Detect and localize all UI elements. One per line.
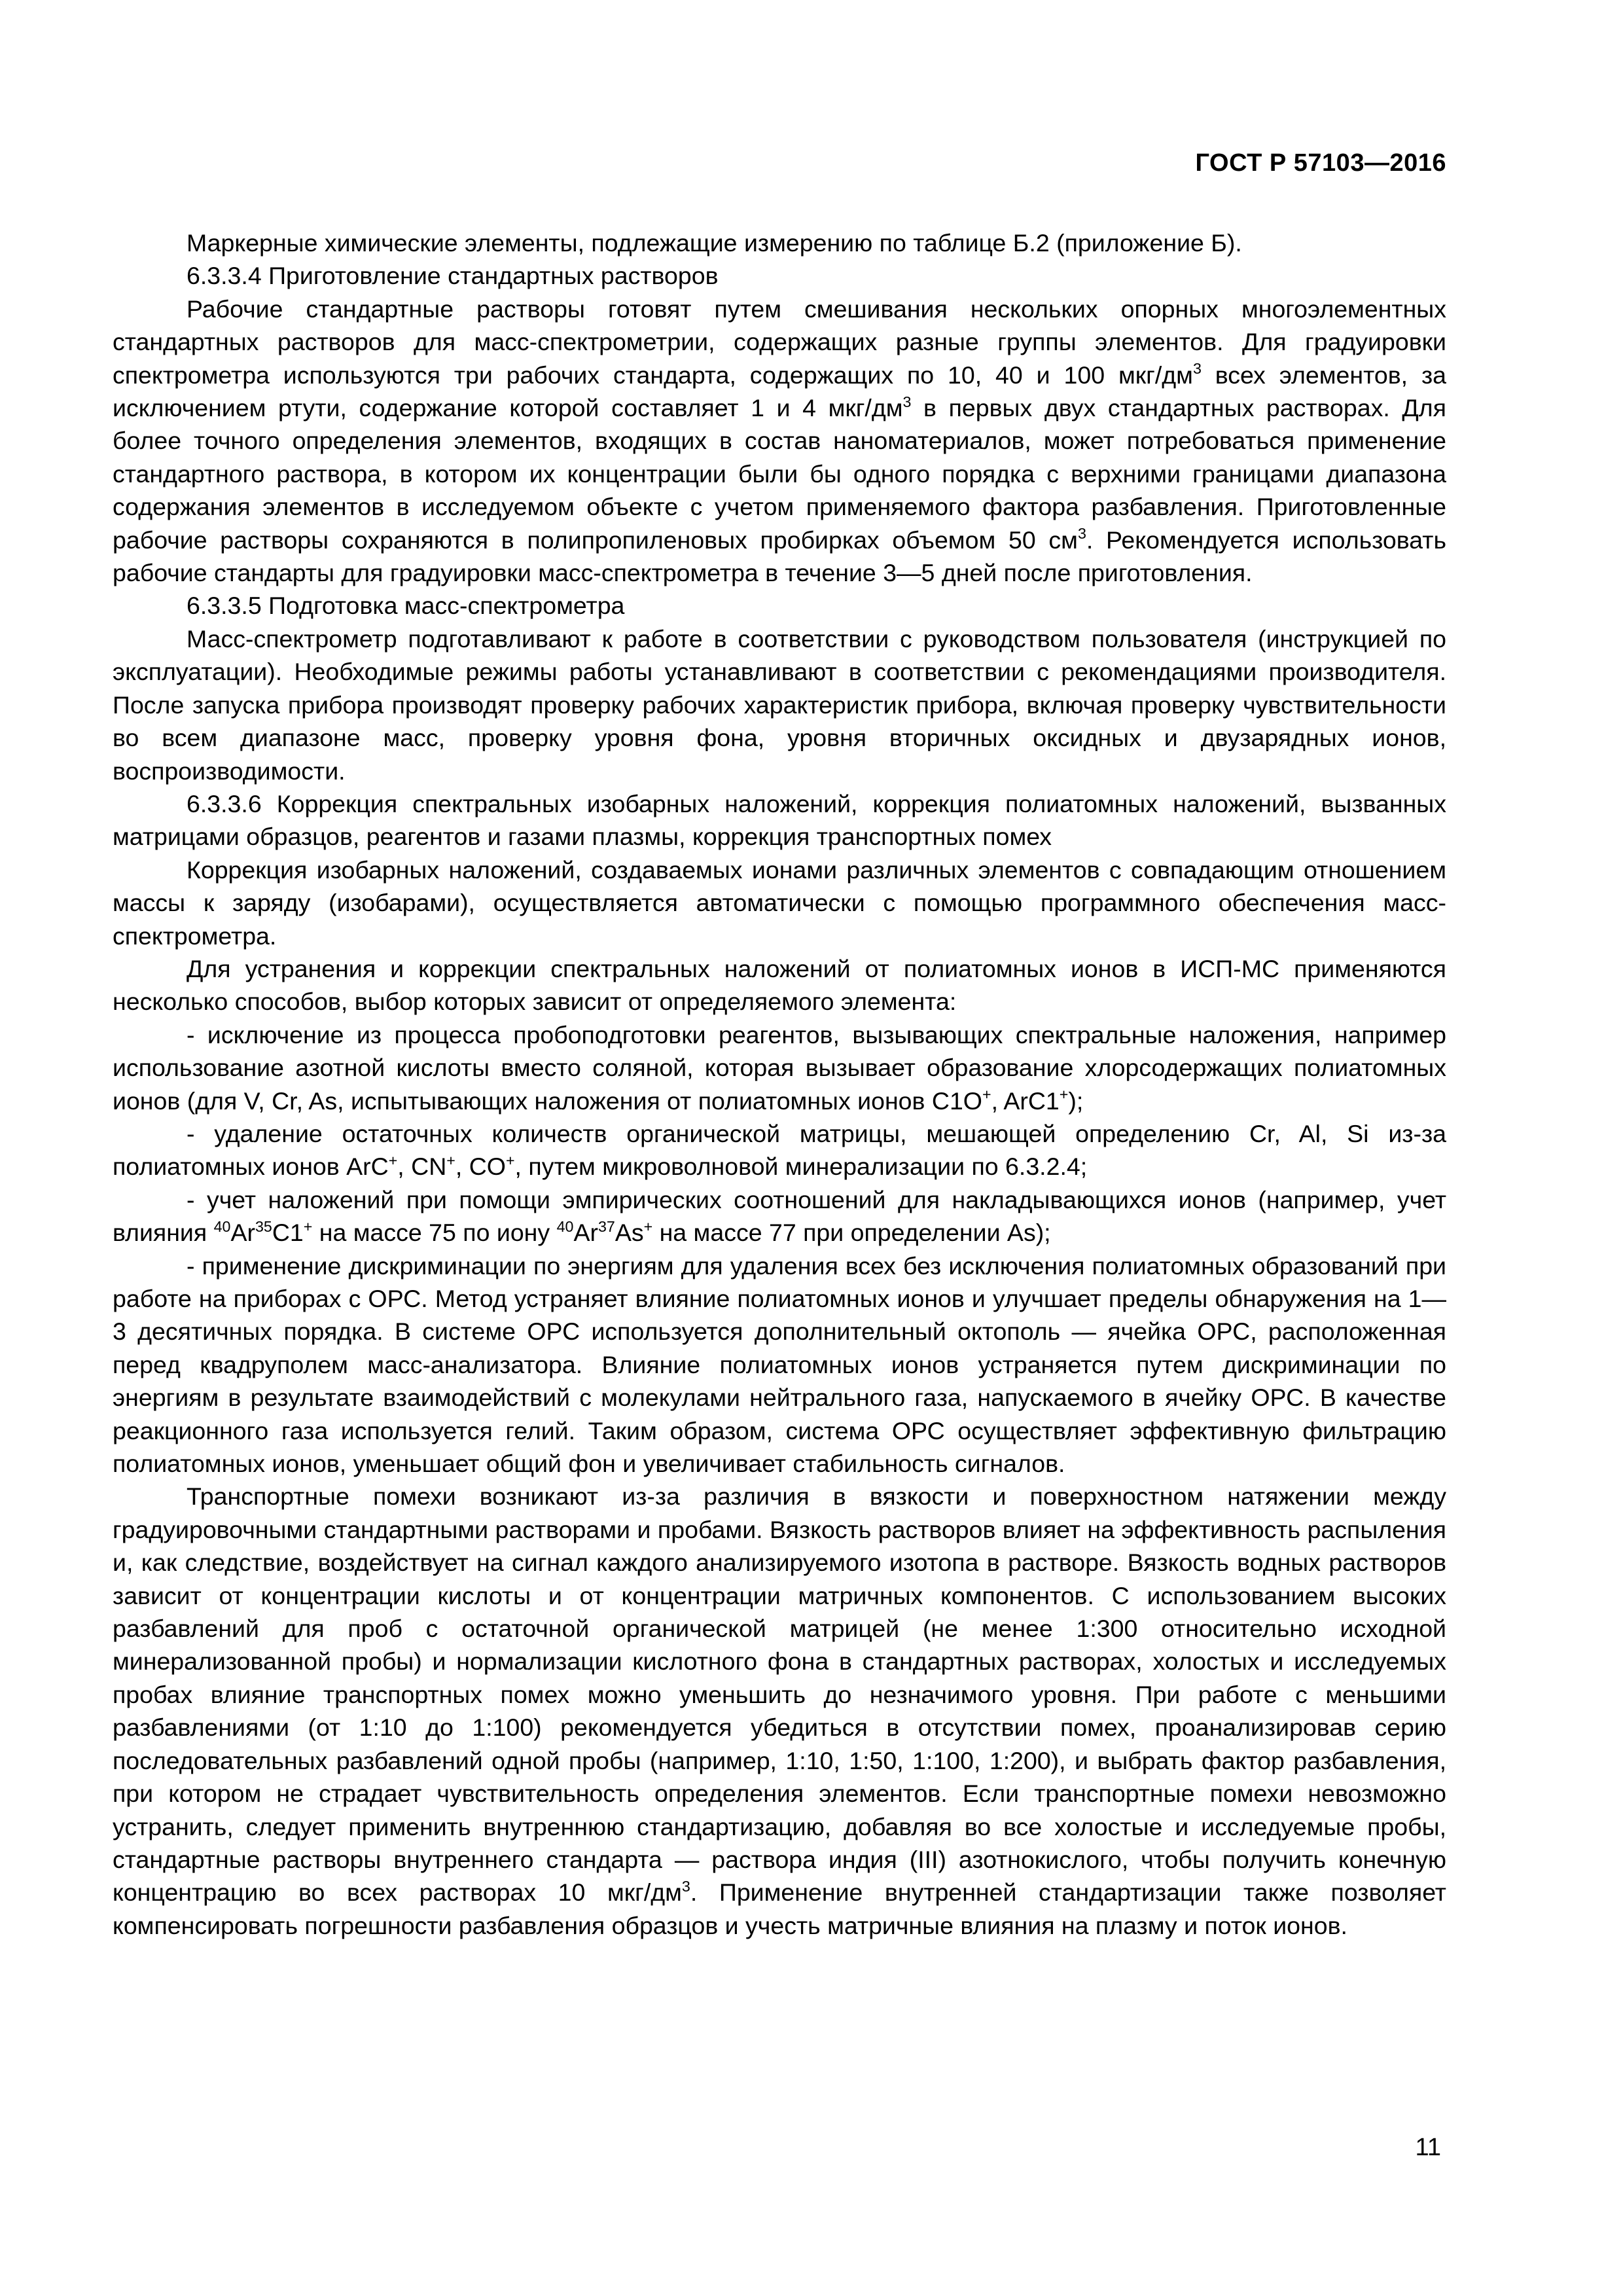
- paragraph-marker-elements: Маркерные химические элементы, подлежащие измерению по таблице Б.2 (приложение Б).: [187, 229, 1242, 257]
- document-header: ГОСТ Р 57103—2016: [1195, 149, 1446, 177]
- list-item-reagent-exclusion: - исключение из процесса пробоподготовки реагентов, вызывающих спектральные наложения, например использование азотной кислоты вместо соляной, которая вызывает образование хлорсодержащих полиатомных ионов (для V, Cr, As, испытывающих наложения от полиатомных ионов C1O+, ArC1+);: [113, 1020, 1446, 1115]
- section-heading-6-3-3-4: 6.3.3.4 Приготовление стандартных растворов: [187, 262, 719, 290]
- section-heading-6-3-3-5: 6.3.3.5 Подготовка масс-спектрометра: [187, 592, 625, 620]
- list-item-matrix-removal: - удаление остаточных количеств органической матрицы, мешающей определению Cr, Al, Si из-за полиатомных ионов ArC+, CN+, CO+, путем микроволновой минерализации по 6.3.2.4;: [113, 1119, 1446, 1181]
- paragraph-working-standards: Рабочие стандартные растворы готовят путем смешивания нескольких опорных многоэлементных стандартных растворов для масс-спектрометрии, содержащих разные группы элементов. Для градуировки спектрометра используются три рабочих стандарта, содержащих по 10, 40 и 100 мкг/$дм^3$ всех элементов, за исключением ртути, содержание которой составляет 1 и 4 мкг/$дм^3$ в первых двух стандартных растворах. Для более точного определения элементов, входящих в состав наноматериалов, может потребоваться применение стандартного раствора, в котором их концентрации были бы одного порядка с верхними границами диапазона содержания элементов в исследуемом объекте с учетом применяемого фактора разбавления. Приготовленные рабочие растворы сохраняются в полипропиленовых пробирках объемом 50 $см^3$. Рекомендуется использовать рабочие стандарты для градуировки масс-спектрометра в течение 3—5 дней после приготовления.: [113, 295, 1446, 587]
- list-item-energy-discrimination: - применение дискриминации по энергиям для удаления всех без исключения полиатомных образований при работе на приборах с ОРС. Метод устраняет влияние полиатомных ионов и улучшает пределы обнаружения на 1—3 десятичных порядка. В системе ОРС используется дополнительный октополь — ячейка ОРС, расположенная перед квадруполем масс-анализатора. Влияние полиатомных ионов устраняется путем дискриминации по энергиям в результате взаимодействий с молекулами нейтрального газа, напускаемого в ячейку ОРС. В качестве реакционного газа используется гелий. Таким образом, система ОРС осуществляет эффективную фильтрацию полиатомных ионов, уменьшает общий фон и увеличивает стабильность сигналов.: [113, 1251, 1446, 1478]
- page-number: 11: [1415, 2134, 1441, 2161]
- paragraph-spectrometer-setup: Масс-спектрометр подготавливают к работе в соответствии с руководством пользователя (инструкцией по эксплуатации). Необходимые режимы работы устанавливают в соответствии с рекомендациями производителя. После запуска прибора производят проверку рабочих характеристик прибора, включая проверку чувствительности во всем диапазоне масс, проверку уровня фона, уровня вторичных оксидных и двузарядных ионов, воспроизводимости.: [113, 624, 1446, 785]
- paragraph-isobaric-correction: Коррекция изобарных наложений, создаваемых ионами различных элементов с совпадающим отношением массы к заряду (изобарами), осуществляется автоматически с помощью программного обеспечения масс-спектрометра.: [113, 855, 1446, 950]
- section-heading-6-3-3-6: 6.3.3.6 Коррекция спектральных изобарных наложений, коррекция полиатомных наложений, вызванных матрицами образцов, реагентов и газами плазмы, коррекция транспортных помех: [113, 789, 1446, 851]
- paragraph-transport-interference: Транспортные помехи возникают из-за различия в вязкости и поверхностном натяжении между градуировочными стандартными растворами и пробами. Вязкость растворов влияет на эффективность распыления и, как следствие, воздействует на сигнал каждого анализируемого изотопа в растворе. Вязкость водных растворов зависит от концентрации кислоты и от концентрации матричных компонентов. С использованием высоких разбавлений для проб с остаточной органической матрицей (не менее 1:300 относительно исходной минерализованной пробы) и нормализации кислотного фона в стандартных растворах, холостых и исследуемых пробах влияние транспортных помех можно уменьшить до незначимого уровня. При работе с меньшими разбавлениями (от 1:10 до 1:100) рекомендуется убедиться в отсутствии помех, проанализировав серию последовательных разбавлений одной пробы (например, 1:10, 1:50, 1:100, 1:200), и выбрать фактор разбавления, при котором не страдает чувствительность определения элементов. Если транспортные помехи невозможно устранить, следует применить внутреннюю стандартизацию, добавляя во все холостые и исследуемые пробы, стандартные растворы внутреннего стандарта — раствора индия (III) азотнокислого, чтобы получить конечную концентрацию во всех растворах 10 мкг/$дм^3$. Применение внутренней стандартизации также позволяет компенсировать погрешности разбавления образцов и учесть матричные влияния на плазму и поток ионов.: [113, 1482, 1446, 1939]
- paragraph-polyatomic-methods: Для устранения и коррекции спектральных наложений от полиатомных ионов в ИСП-МС применяются несколько способов, выбор которых зависит от определяемого элемента:: [113, 954, 1446, 1016]
- list-item-empirical-correction: - учет наложений при помощи эмпирических соотношений для накладывающихся ионов (например, учет влияния $^{40}$Ar$^{35}$C1+ на массе 75 по иону $^{40}$Ar$^{37}$As+ на массе 77 при определении As);: [113, 1185, 1446, 1247]
- document-body: [113, 226, 1446, 1942]
